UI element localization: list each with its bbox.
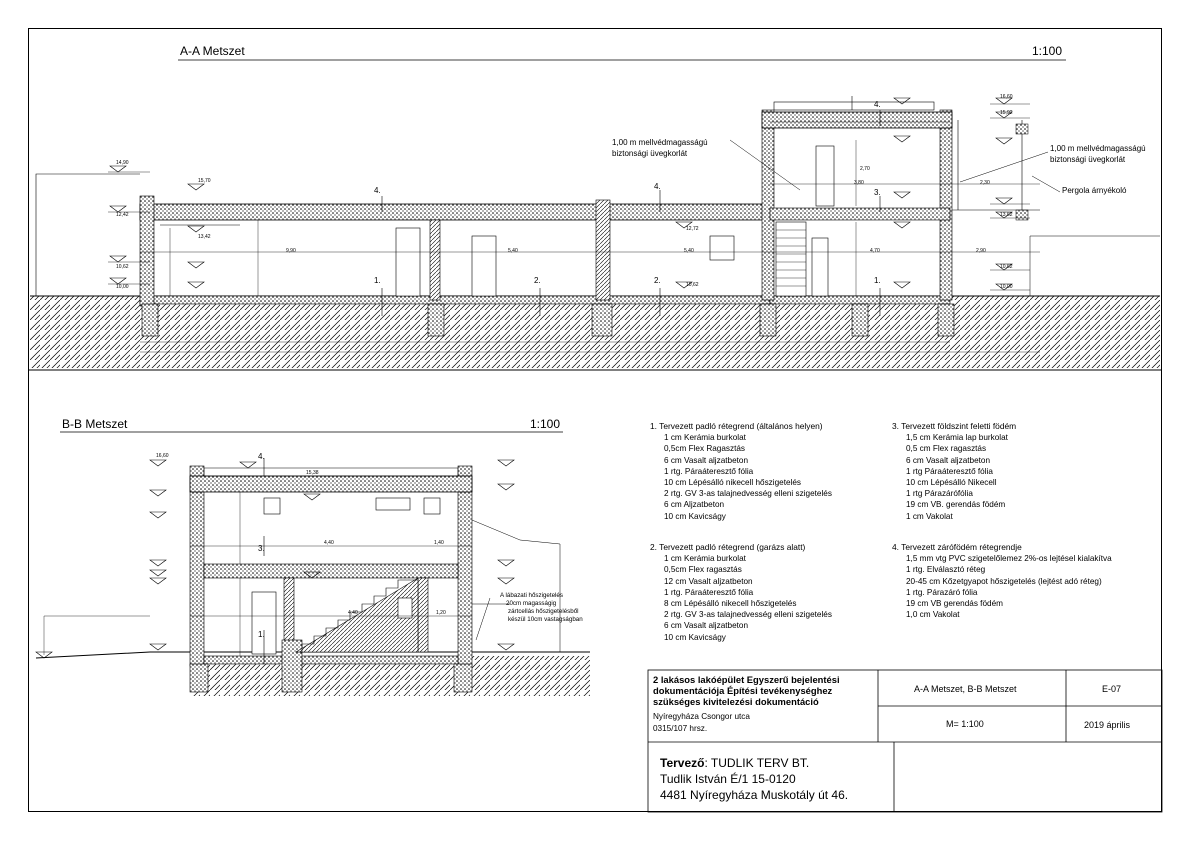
legend-row: 1 cm Vakolat: [906, 511, 953, 521]
aa-dimension: 4,70: [870, 248, 880, 254]
aa-level: 10,62: [1000, 264, 1013, 270]
legend-row: 8 cm Lépésálló nikecell hőszigetelés: [664, 599, 797, 609]
designer-address: 4481 Nyíregyháza Muskotály út 46.: [660, 788, 849, 802]
legend-row: 0,5cm Flex Ragasztás: [664, 444, 745, 454]
legend-row: 6 cm Vasalt aljzatbeton: [664, 455, 749, 465]
bb-insulation-note-2: 20cm magasságig: [506, 600, 557, 607]
section-bb-title: B-B Metszet: [62, 417, 128, 431]
aa-layer-marker: 4.: [654, 182, 661, 191]
legend-title: 4. Tervezett zárófödém rétegrendje: [892, 542, 1022, 552]
aa-level: 14,90: [116, 160, 129, 166]
designer-label: Tervező: [660, 756, 705, 770]
aa-dimension: 2,30: [980, 180, 990, 186]
aa-level: 12,42: [116, 212, 129, 218]
aa-dimension: 3,80: [854, 180, 864, 186]
bb-dimension: 4,40: [324, 540, 334, 546]
bb-dimension: 16,60: [156, 453, 169, 459]
project-title: [653, 674, 840, 707]
legend-row: 10 cm Lépésálló nikecell hőszigetelés: [664, 478, 801, 488]
drawing-number: E-07: [1102, 684, 1122, 694]
aa-railing-note-left-1: 1,00 m mellvédmagasságú: [612, 138, 708, 147]
legend-row: 6 cm Aljzatbeton: [664, 500, 725, 510]
legend-row: 2 rtg. GV 3-as talajnedvesség elleni szigetelés: [664, 610, 832, 620]
legend-row: 10 cm Kavicságy: [664, 511, 726, 521]
aa-dimension: 2,70: [860, 166, 870, 172]
legend-row: 12 cm Vasalt aljzatbeton: [664, 576, 753, 586]
project-location: Nyíregyháza Csongor utca: [653, 712, 750, 721]
legend-row: 1 rtg Páraáteresztő fólia: [906, 466, 993, 476]
legend-floor-general: [650, 421, 832, 522]
aa-level: 15,92: [1000, 110, 1013, 116]
legend-title: 1. Tervezett padló rétegrend (általános helyen): [650, 421, 823, 431]
aa-level: 13,62: [1000, 212, 1013, 218]
bb-insulation-note-1: A lábazati hőszigetelés: [500, 592, 563, 599]
legend-row: 1 rtg. Páraáteresztő fólia: [664, 587, 754, 597]
aa-railing-note-left-2: biztonsági üvegkorlát: [612, 149, 688, 158]
project-title-line: szükséges kivitelezési dokumentáció: [653, 696, 819, 707]
drawing-date: 2019 április: [1084, 720, 1131, 730]
legend-row: 1 cm Kerámia burkolat: [664, 433, 746, 443]
aa-dimension: 2,90: [976, 248, 986, 254]
designer-line: [660, 756, 809, 770]
legend-roof: [892, 542, 1112, 620]
aa-level: 13,42: [198, 234, 211, 240]
bb-insulation-note-3: zártcellás hőszigetelésből: [508, 608, 579, 615]
aa-layer-marker: 2.: [534, 276, 541, 285]
legend-row: 1 cm Kerámia burkolat: [664, 554, 746, 564]
aa-layer-marker: 4.: [874, 100, 881, 109]
legend-row: 10 cm Lépésálló Nikecell: [906, 478, 997, 488]
section-aa-title: A-A Metszet: [180, 44, 245, 58]
aa-layer-marker: 1.: [374, 276, 381, 285]
aa-layer-marker: 1.: [874, 276, 881, 285]
bb-layer-marker: 3.: [258, 544, 265, 553]
aa-layer-marker: 2.: [654, 276, 661, 285]
aa-level: 16,60: [1000, 94, 1013, 100]
bb-dimension: 15,38: [306, 470, 319, 476]
legend-row: 10 cm Kavicságy: [664, 632, 726, 642]
aa-layer-marker: 3.: [874, 188, 881, 197]
aa-dimension: 5,40: [508, 248, 518, 254]
aa-railing-note-right-2: biztonsági üvegkorlát: [1050, 155, 1126, 164]
legend-row: 1,0 cm Vakolat: [906, 610, 960, 620]
bb-dimension: 4,40: [348, 610, 358, 616]
legend-row: 0,5 cm Flex ragasztás: [906, 444, 987, 454]
legend-row: 1 rtg Párazárófólia: [906, 489, 973, 499]
legend-row: 2 rtg. GV 3-as talajnedvesség elleni szigetelés: [664, 489, 832, 499]
aa-level: 15,70: [198, 178, 211, 184]
legend-row: 6 cm Vasalt aljzatbeton: [906, 455, 991, 465]
aa-level: 10,62: [116, 264, 129, 270]
bb-layer-marker: 1.: [258, 630, 265, 639]
bb-insulation-note-4: készül 10cm vastagságban: [508, 616, 583, 623]
legend-title: 3. Tervezett földszint feletti födém: [892, 421, 1017, 431]
legend-ground-ceiling: [892, 421, 1016, 522]
legend-row: 1,5 mm vtg PVC szigetelőlemez 2%-os lejtésel kialakítva: [906, 554, 1112, 564]
aa-railing-note-right-1: 1,00 m mellvédmagasságú: [1050, 144, 1146, 153]
bb-layer-marker: 4.: [258, 452, 265, 461]
legend-floor-garage: [650, 542, 832, 643]
aa-level: 10,00: [116, 284, 129, 290]
aa-dimension: 5,40: [684, 248, 694, 254]
legend-row: 0,5cm Flex ragasztás: [664, 565, 742, 575]
legend-row: 19 cm VB. gerendás födém: [906, 500, 1006, 510]
drawing-title: A-A Metszet, B-B Metszet: [914, 684, 1017, 694]
legend-row: 1 rtg. Elválasztó réteg: [906, 565, 986, 575]
section-bb-scale: 1:100: [530, 417, 561, 431]
project-title-line: 2 lakásos lakóépület Egyszerű bejelentési: [653, 674, 840, 685]
legend-title: 2. Tervezett padló rétegrend (garázs alatt): [650, 542, 806, 552]
project-parcel: 0315/107 hrsz.: [653, 724, 708, 733]
bb-dimension: 1,40: [434, 540, 444, 546]
aa-level: 10,62: [686, 282, 699, 288]
legend-row: 1 rtg. Párazáró fólia: [906, 587, 978, 597]
aa-layer-marker: 4.: [374, 186, 381, 195]
bb-dimension: 1,20: [436, 610, 446, 616]
legend-row: 1 rtg. Páraáteresztő fólia: [664, 466, 754, 476]
designer-company: : TUDLIK TERV BT.: [704, 756, 810, 770]
legend-row: 20-45 cm Kőzetgyapot hőszigetelés (lejtést adó réteg): [906, 576, 1102, 586]
legend-row: 6 cm Vasalt aljzatbeton: [664, 621, 749, 631]
aa-dimension: 9,90: [286, 248, 296, 254]
aa-pergola-note: Pergola árnyékoló: [1062, 186, 1127, 195]
section-aa-scale: 1:100: [1032, 44, 1063, 58]
designer-person: Tudlik István É/1 15-0120: [660, 772, 796, 786]
section-bb-graphic: [36, 458, 590, 696]
aa-level: 12,72: [686, 226, 699, 232]
legend-row: 1,5 cm Kerámia lap burkolat: [906, 433, 1008, 443]
drawing-scale: M= 1:100: [946, 719, 984, 729]
project-title-line: dokumentációja Építési tevékenységhez: [653, 685, 833, 696]
legend-row: 19 cm VB gerendás födém: [906, 599, 1003, 609]
aa-level: 10,00: [1000, 284, 1013, 290]
section-aa-graphic: [30, 96, 1160, 368]
